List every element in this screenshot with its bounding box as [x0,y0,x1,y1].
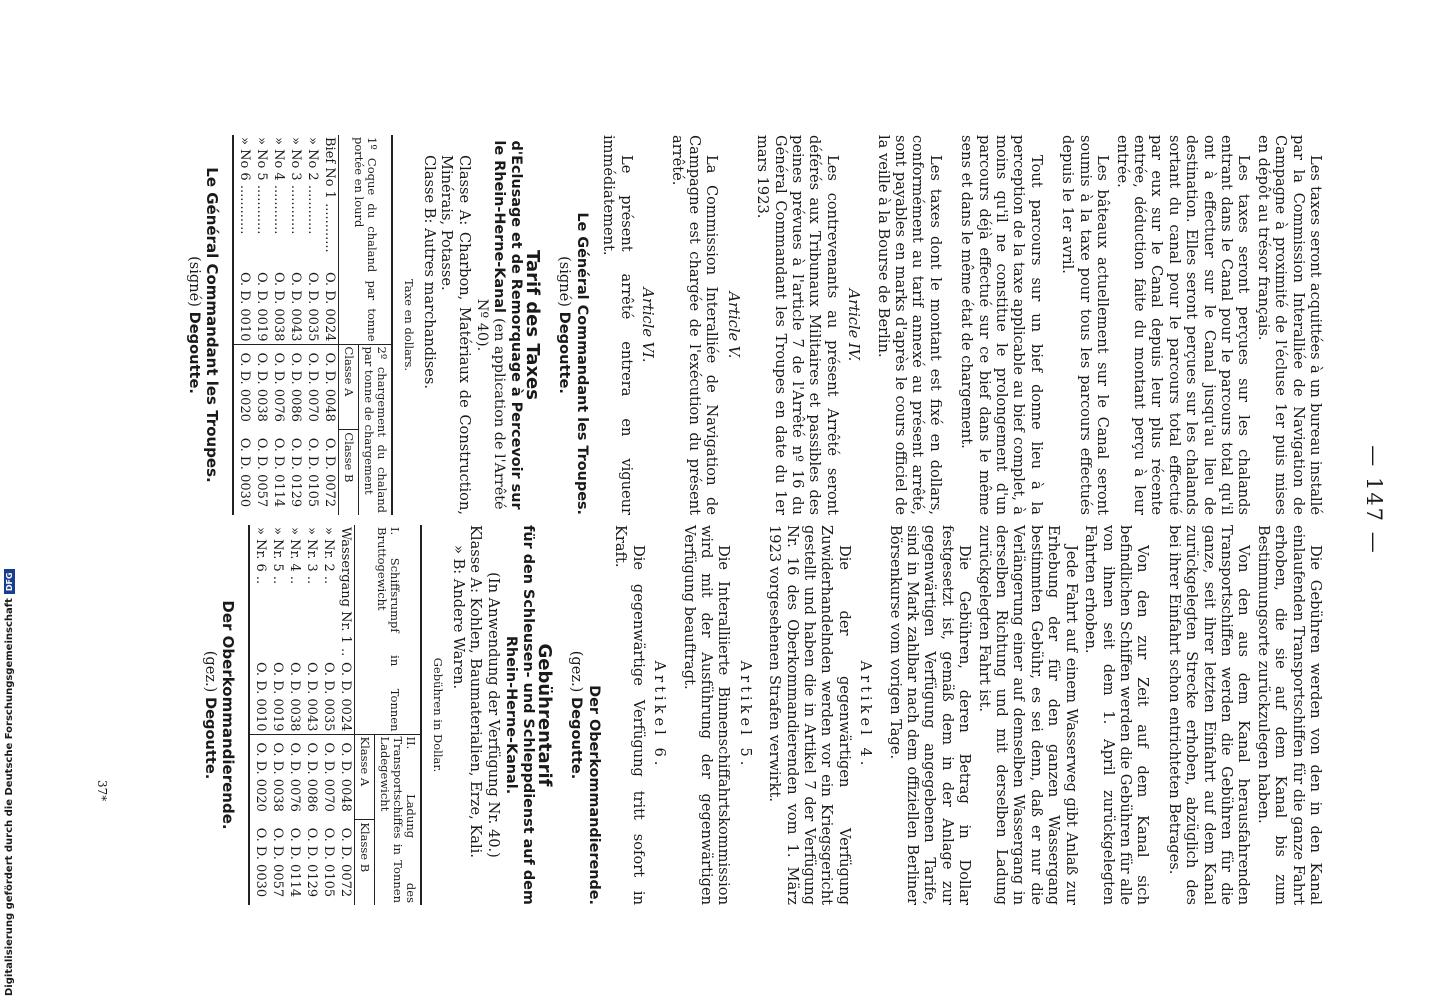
cell: O. D. 0038 [271,272,287,342]
cell: O. D. 0010 [253,662,269,732]
paragraph: La Commission Interalliée de Navigation de Campagne est chargée de l'exécution du présent arrêté. [668,135,721,515]
table-row [270,135,287,515]
cell: O. D. 0024 [338,662,354,732]
table-header: Classe A [339,344,359,430]
cell: O. D. 0114 [287,827,303,898]
cell: O. D. 0086 [304,742,320,812]
signature-signed: (signé) [555,256,573,307]
signature-title: Le Général Commandant les Troupes. [573,212,590,515]
table-header: 2º chargement du chaland par tonne de chargement [359,344,393,515]
signature-title: Der Oberkommandierende. [585,685,602,905]
cell: O. D. 0086 [288,352,304,422]
signature-line [555,135,572,515]
signature-mark: 37* [95,780,109,802]
paragraph: Die Gebühren werden von den in den Kanal einlaufenden Transportschiffen für die ganze Fahrt erhoben, die sie auf dem Kanal bis zum Bestimmungsorte zurückzulegen haben. [1254,525,1324,905]
cell: O. D. 0048 [322,352,338,422]
cell: O. D. 0020 [233,344,253,430]
article-heading: Artikel 6. [651,660,669,770]
row-label: Bief No 1 ............ [322,137,338,253]
cell: O. D. 0035 [305,272,321,342]
tariff-subtitle-main: d'Eclusage et de Remorquage à Percevoir sur le Rhein-Herne-Kanal [490,140,524,510]
cell: O. D. 0038 [287,662,303,732]
row-label: » Nr. 4 .. [287,527,303,585]
cell: O. D. 0019 [254,272,270,342]
paragraph: Die der gegenwärtigen Verfügung Zuwiderhandelnden werden vor ein Kriegsgericht gestellt und haben die in Artikel 7 der Verfügung Nr. 16 des Oberkommandierenden vom 1. März 1923 vorgesehenen Strafen verwirkt. [766,525,853,905]
class-b: » B: Andere Waren. [449,545,467,690]
row-label: » No 3 ............ [288,137,304,235]
row-label: » No 2 ............ [305,137,321,235]
table-row [286,525,303,905]
cell: O. D. 0030 [233,430,253,515]
table-header: 1º Coque du chaland par tonne portée en lourd [339,135,393,344]
paragraph: Von den zur Zeit auf dem Kanal sich befindlichen Schiffen werden die Gebühren für alle von ihnen seit dem 1. April zurückgelegten Fahrten erhoben. [1082,525,1152,905]
cell: O. D. 0070 [305,352,321,422]
cell: O. D. 0024 [322,272,338,342]
class-a: Klasse A: Kohlen, Baumaterialien, Erze, Kali. [467,525,485,858]
cell: O. D. 0129 [304,827,320,898]
class-a: Classe A: Charbon, Matériaux de Construction, Minérais, Potasse. [438,155,473,515]
final-signature-line [185,135,202,515]
article-heading: Artikel 5. [736,660,754,770]
cell: O. D. 0048 [338,742,354,812]
table-row [304,135,321,515]
table-row [303,525,320,905]
row-label: » No 5 ............ [254,137,270,235]
tariff-title: Gebührentarif [534,643,556,787]
final-signature-signer: Degoutte. [201,697,219,780]
signature-line [567,525,584,905]
class-b: Classe B: Autres marchandises. [420,155,438,390]
page-number: — 147 — [1362,445,1386,555]
paragraph: Tout parcours sur un bief donne lieu à la perception de la taxe applicable au bief complet, à moins qu'il ne constitue le prolongement d'un parcours déjà effectué sur ce bief dans le même sens et dans le même état de chargement. [958,135,1045,515]
signature-signer: Degoutte. [555,311,573,394]
final-signature-title: Der Oberkommandierende. [219,600,238,830]
table-row [249,525,269,905]
table-header: Klasse B [355,820,375,905]
final-signature-line [201,525,218,905]
table-row [321,135,339,515]
row-label: » Nr. 3 .. [304,527,320,585]
cell: O. D. 0057 [270,827,286,898]
tariff-subtitle [473,135,524,515]
table-header: Classe B [339,430,359,515]
digitization-credit [4,569,15,996]
paragraph: Les taxes dont le montant est fixé en dollars, conformément au tarif annexé au présent arrêté, sont payables en marks d'après le cours officiel de la veille à la Bourse de Berlin. [874,135,944,515]
paragraph: Die gegenwärtige Verfügung tritt sofort in Kraft. [612,525,647,905]
table-unit: Taxe en dollars. [401,279,416,371]
row-label: » No 6 ............ [237,137,253,235]
paragraph: Les contrevenants au présent Arrêté seront déférés aux Tribunaux Militaires et passibles des peines prévues à l'article 7 de l'Arrêté nº 16 du Général Commandant les Troupes en date du 1er mars 1923. [754,135,841,515]
paragraph: Les taxes seront perçues sur les chalands entrant dans le Canal pour le parcours total qu'il ont à effectuer sur le Canal jusqu'au lieu de destination. Elles seront perçues sur les chalands sortant du canal pour le parcours total effectué par eux sur le Canal depuis leur plus récente entrée, déduction faite du montant perçu à leur entrée. [1113,135,1253,515]
cell: O. D. 0019 [270,662,286,732]
cell: O. D. 0076 [287,742,303,812]
table-unit: Gebühren in Dollar. [430,657,445,773]
table-header: I. Schiffsrumpf in Tonnen Bruttogewicht [355,525,422,734]
paragraph: Les taxes seront acquittées à un bureau installé par la Commission Interalliée de Navigation de Campagne à proximité de l'écluse 1er puis mises en dépôt au trésor français. [1254,135,1324,515]
article-heading: Article IV. [845,288,863,362]
tariff-subtitle-note: (en application de l'Arrêté Nº 40). [473,298,507,510]
cell: O. D. 0105 [305,437,321,508]
paragraph: Le présent arrêté entrera en vigueur immédiatement. [600,135,635,515]
article-heading: Article V. [724,291,742,359]
table-header: Klasse A [355,734,375,820]
final-signature-title: Le Général Commandant les Troupes. [203,167,222,483]
cell: O. D. 0038 [270,742,286,812]
signature-signer: Degoutte. [567,697,585,780]
cell: O. D. 0070 [321,742,337,812]
german-column [201,525,1324,905]
tariff-table [248,525,422,905]
row-label: » No 4 ............ [271,137,287,235]
article-heading: Artikel 4. [857,660,875,770]
final-signature-signed: (signé) [185,256,203,307]
paragraph: Die Gebühren, deren Betrag in Dollar festgesetzt ist, gemäß dem in der Anlage zur gegenwärtigen Verfügung angegebenen Tarife, sind in Mark zahlbar nach dem offiziellen Berliner Börsenkurse vom vorigen Tage. [886,525,974,905]
final-signature-signer: Degoutte. [185,311,203,394]
tariff-subtitle: für den Schleusen- und Schleppdienst auf dem Rhein-Herne-Kanal. [502,525,536,905]
cell: O. D. 0072 [338,827,354,898]
tariff-table [232,135,393,515]
paragraph: Les bâteaux actuellement sur le Canal seront soumis à la taxe pour tous les parcours effectués depuis le 1er avril. [1059,135,1112,515]
table-row [253,135,270,515]
paragraph: Von den aus dem Kanal herausfahrenden Transportschiffen werden die Gebühren für die ganze, seit ihrer letzten Einfahrt auf dem Kanal zurückgelegten Strecke erhoben, abzüglich des bei ihrer Einfahrt schon entrichteten Betrages. [1165,525,1253,905]
french-column [185,135,1324,515]
table-row [320,525,337,905]
paragraph: Jede Fahrt auf einem Wasserweg gibt Anlaß zur Erhebung der für den ganzen Wassergang bestimmten Gebühr, es sei denn, daß er nur die Verlängerung einer auf demselben Wassergang in derselben Richtung und mit derselben Ladung zurückgelegten Fahrt ist. [975,525,1080,905]
dfg-logo-icon: DFG [4,569,15,594]
cell: O. D. 0043 [304,662,320,732]
cell: O. D. 0038 [254,352,270,422]
cell: O. D. 0043 [288,272,304,342]
cell: O. D. 0129 [288,437,304,508]
cell: O. D. 0076 [271,352,287,422]
tariff-title: Tarif des Taxes [522,250,544,400]
credit-text: Digitalisierung gefördert durch die Deutsche Forschungsgemeinschaft [4,598,15,996]
cell: O. D. 0057 [254,437,270,508]
paragraph: Die Interalliierte Binnenschiffahrtskommission wird mit der Ausführung der gegenwärtigen Verfügung beauftragt. [680,525,733,905]
signature-signed: (gez.) [567,650,585,693]
row-label: » Nr. 2 .. [321,527,337,585]
row-label: » Nr. 5 .. [270,527,286,585]
cell: O. D. 0072 [322,437,338,508]
cell: O. D. 0105 [321,827,337,898]
cell: O. D. 0035 [321,662,337,732]
cell: O. D. 0020 [249,734,269,820]
cell: O. D. 0010 [237,272,253,342]
table-row [269,525,286,905]
row-label: » Nr. 6 .. [253,527,269,585]
cell: O. D. 0114 [271,437,287,508]
tariff-subtitle-note: (In Anwendung der Verfügung Nr. 40.) [484,572,502,858]
table-row [287,135,304,515]
table-header: II. Ladung des Transportschiffes in Tonnen Ladegewicht [375,734,422,905]
table-row [233,135,253,515]
article-heading: Article VI. [639,287,657,363]
cell: O. D. 0030 [249,820,269,905]
final-signature-signed: (gez.) [201,650,219,693]
row-label: Wassergang Nr. 1 .. [338,527,354,657]
table-row [337,525,355,905]
